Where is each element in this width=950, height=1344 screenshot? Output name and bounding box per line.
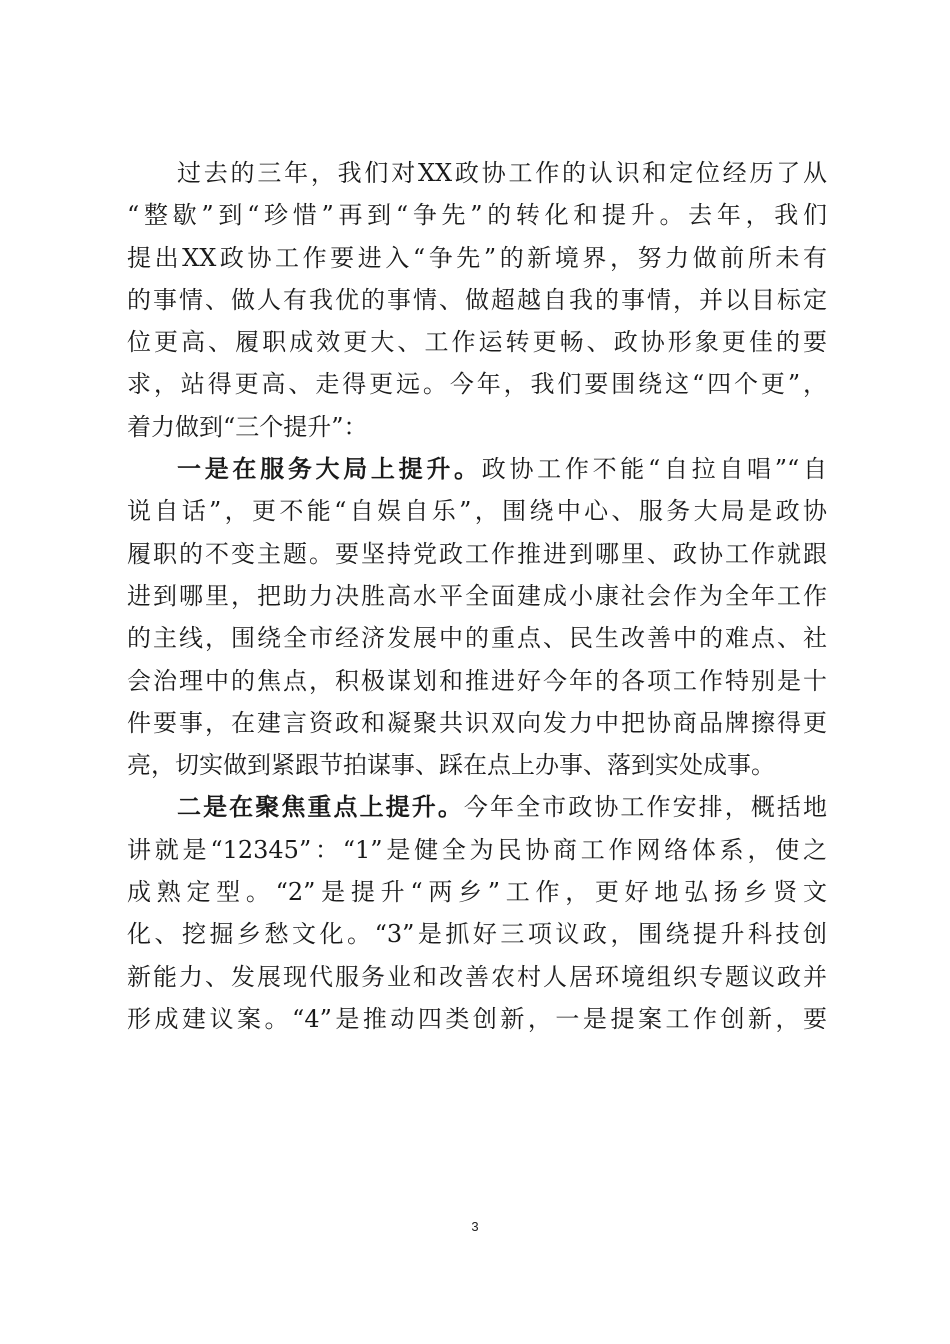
paragraph-2-line-1 (127, 448, 827, 490)
paragraph-2-line-8: 亮，切实做到紧跟节拍谋事、踩在点上办事、落到实处成事。 (127, 751, 775, 780)
paragraph-1-line-4: 的事情、做人有我优的事情、做超越自我的事情，并以目标定 (127, 285, 827, 314)
body-text (127, 152, 827, 1040)
paragraph-3-line-3: 成熟定型。“2”是提升“两乡”工作，更好地弘扬乡贤文 (127, 878, 827, 907)
paragraph-2-line-3: 履职的不变主题。要坚持党政工作推进到哪里、政协工作就跟 (127, 539, 827, 568)
paragraph-3-line-1-text: 今年全市政协工作安排，概括地 (463, 793, 828, 822)
paragraph-2-line-6: 会治理中的焦点，积极谋划和推进好今年的各项工作特别是十 (127, 666, 827, 695)
paragraph-2-line-5: 的主线，围绕全市经济发展中的重点、民生改善中的难点、社 (127, 624, 827, 653)
paragraph-2-line-7: 件要事，在建言资政和凝聚共识双向发力中把协商品牌擦得更 (127, 708, 827, 737)
paragraph-1-line-1: 过去的三年，我们对XX政协工作的认识和定位经历了从 (177, 159, 827, 187)
paragraph-1-line-5: 位更高、履职成效更大、工作运转更畅、政协形象更佳的要 (127, 328, 827, 357)
paragraph-1-line-3: 提出XX政协工作要进入“争先”的新境界，努力做前所未有 (127, 243, 827, 272)
paragraph-2-line-4: 进到哪里，把助力决胜高水平全面建成小康社会作为全年工作 (127, 581, 827, 610)
paragraph-2-line-1-text: 政协工作不能“自拉自唱”“自 (481, 455, 828, 484)
page-number: 3 (471, 1219, 479, 1234)
paragraph-3-line-4: 化、挖掘乡愁文化。“3”是抓好三项议政，围绕提升科技创 (127, 920, 827, 949)
paragraph-3-line-6: 形成建议案。“4”是推动四类创新，一是提案工作创新，要 (127, 1004, 827, 1033)
paragraph-3-line-5: 新能力、发展现代服务业和改善农村人居环境组织专题议政并 (127, 962, 827, 991)
paragraph-3-line-1 (127, 786, 827, 828)
paragraph-2-heading: 一是在服务大局上提升。 (177, 454, 482, 484)
paragraph-2-line-2: 说自话”，更不能“自娱自乐”，围绕中心、服务大局是政协 (127, 497, 827, 526)
paragraph-1-line-6: 求，站得更高、走得更远。今年，我们要围绕这“四个更”， (127, 370, 827, 399)
paragraph-1-line-7: 着力做到“三个提升”： (127, 412, 368, 441)
paragraph-3-heading: 二是在聚焦重点上提升。 (177, 792, 464, 822)
paragraph-3-line-2: 讲就是“12345”：“1”是健全为民协商工作网络体系，使之 (127, 835, 827, 864)
paragraph-1-line-2: “整歇”到“珍惜”再到“争先”的转化和提升。去年，我们 (127, 201, 827, 230)
